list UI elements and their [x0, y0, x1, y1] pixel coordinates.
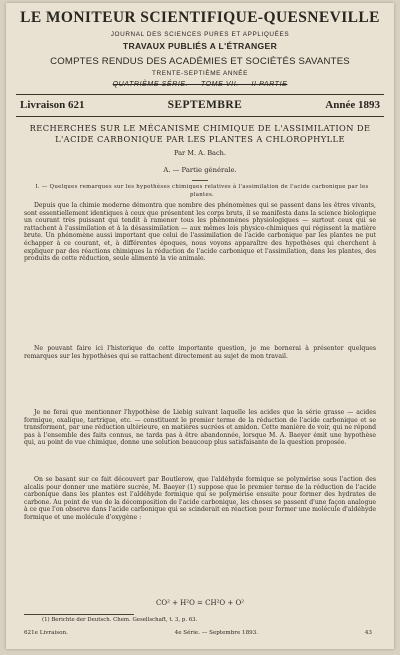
reports-line: COMPTES RENDUS DES ACADÉMIES ET SOCIÉTÉS SAVANTES — [50, 56, 350, 67]
paragraph-1: Depuis que la chimie moderne démontra que nombre des phénomènes qui se passent dans les êtres vivants, sont essentiellement identiques à ceux que présentent les corps bruts, il se manifesta dans la science biologique un courant très puissant qui tendit à ramener tous les phénomènes physiologiques — surtout ceux qui se rattachent à l'assimilation et à la désassimilation — aux mêmes lois physico-chimiques qui régissent la matière brute. Un phénomène aussi important que celui de l'assimilation de l'acide carbonique par les plantes ne put échapper à ce courant, et, à différentes époques, nous voyons apparaître des hypothèses qui cherchent à expliquer par des réactions chimiques la réduction de l'acide carbonique et l'assimilation, dans les plantes, des produits de cette réduction, seule alimenté la vie animale. — [24, 202, 376, 263]
page-footer — [24, 630, 372, 636]
chemical-formula: CO² + H²O = CH²O + O² — [155, 599, 245, 607]
footnote: (1) Berichte der Deutsch. Chem. Gesellschaft, t. 3, p. 63. — [42, 617, 198, 623]
paragraph-3: Je ne ferai que mentionner l'hypothèse de Liebig suivant laquelle les acides que la série grasse — acides formique, oxalique, tartrique, etc. — constituent le premier terme de la réduction de l'acide carbonique et se transforment, par une réduction ultérieure, en matières sucrées et amidon. Cette manière de voir, qui ne répond pas à l'ensemble des faits connus, ne tarda pas à être abandonnée, lorsque M. A. Baeyer émit une hypothèse qui, au point de vue chimique, donne une solution beaucoup plus satisfaisante de la question proposée. — [24, 409, 376, 447]
issue-year: Année 1893 — [325, 99, 380, 111]
article-title: RECHERCHES SUR LE MÉCANISME CHIMIQUE DE L'ASSIMILATION DE L'ACIDE CARBONIQUE PAR LES PLANTES A CHLOROPHYLLE — [29, 123, 371, 144]
footer-series: 4e Série. — Septembre 1893. — [174, 630, 259, 636]
footer-issue: 621e Livraison. — [24, 630, 68, 636]
article-author: Par M. A. Bach. — [173, 149, 227, 157]
document-page — [6, 3, 394, 649]
paragraph-4: On se basant sur ce fait découvert par Boutlerow, que l'aldéhyde formique se polymérise sous l'action des alcalis pour donner une matière sucrée, M. Baeyer (1) suppose que le premier terme de la réduction de l'acide carbonique dans les plantes est l'aldéhyde formique qui se polymérise ensuite pour former des hydrates de carbone. Au point de vue de la décomposition de l'acide carbonique, les choses se passent d'une façon analogue à ce que l'on observe dans l'acide carbonique qui se scinderait en réaction pour former une molécule d'aldéhyde formique et une molécule d'oxygène : — [24, 476, 376, 521]
issue-row — [20, 95, 380, 115]
year-line: TRENTE-SEPTIÈME ANNÉE — [151, 70, 249, 77]
subsection-heading: I. — Quelques remarques sur les hypothèses chimiques relatives à l'assimilation de l'acide carbonique par les plantes. — [35, 184, 369, 198]
paragraph-2: Ne pouvant faire ici l'historique de cette importante question, je me bornerai à présenter quelques remarques sur les hypothèses qui se rattachent directement au sujet de mon travail. — [24, 345, 376, 360]
journal-title: LE MONITEUR SCIENTIFIQUE-QUESNEVILLE — [20, 9, 380, 26]
journal-subtitle: JOURNAL DES SCIENCES PURES ET APPLIQUÉES — [110, 31, 290, 38]
footnote-rule — [24, 614, 134, 615]
section-divider — [192, 180, 208, 181]
issue-number: Livraison 621 — [20, 99, 85, 111]
page-number: 43 — [364, 630, 372, 636]
section-heading: A. — Partie générale. — [163, 166, 237, 174]
header-rule-bottom — [16, 116, 384, 117]
issue-month: SEPTEMBRE — [167, 99, 243, 111]
series-line: QUATRIÈME SÉRIE. — TOME VII. — II PARTIE — [112, 81, 288, 88]
works-line: TRAVAUX PUBLIÉS A L'ÉTRANGER — [122, 41, 278, 51]
